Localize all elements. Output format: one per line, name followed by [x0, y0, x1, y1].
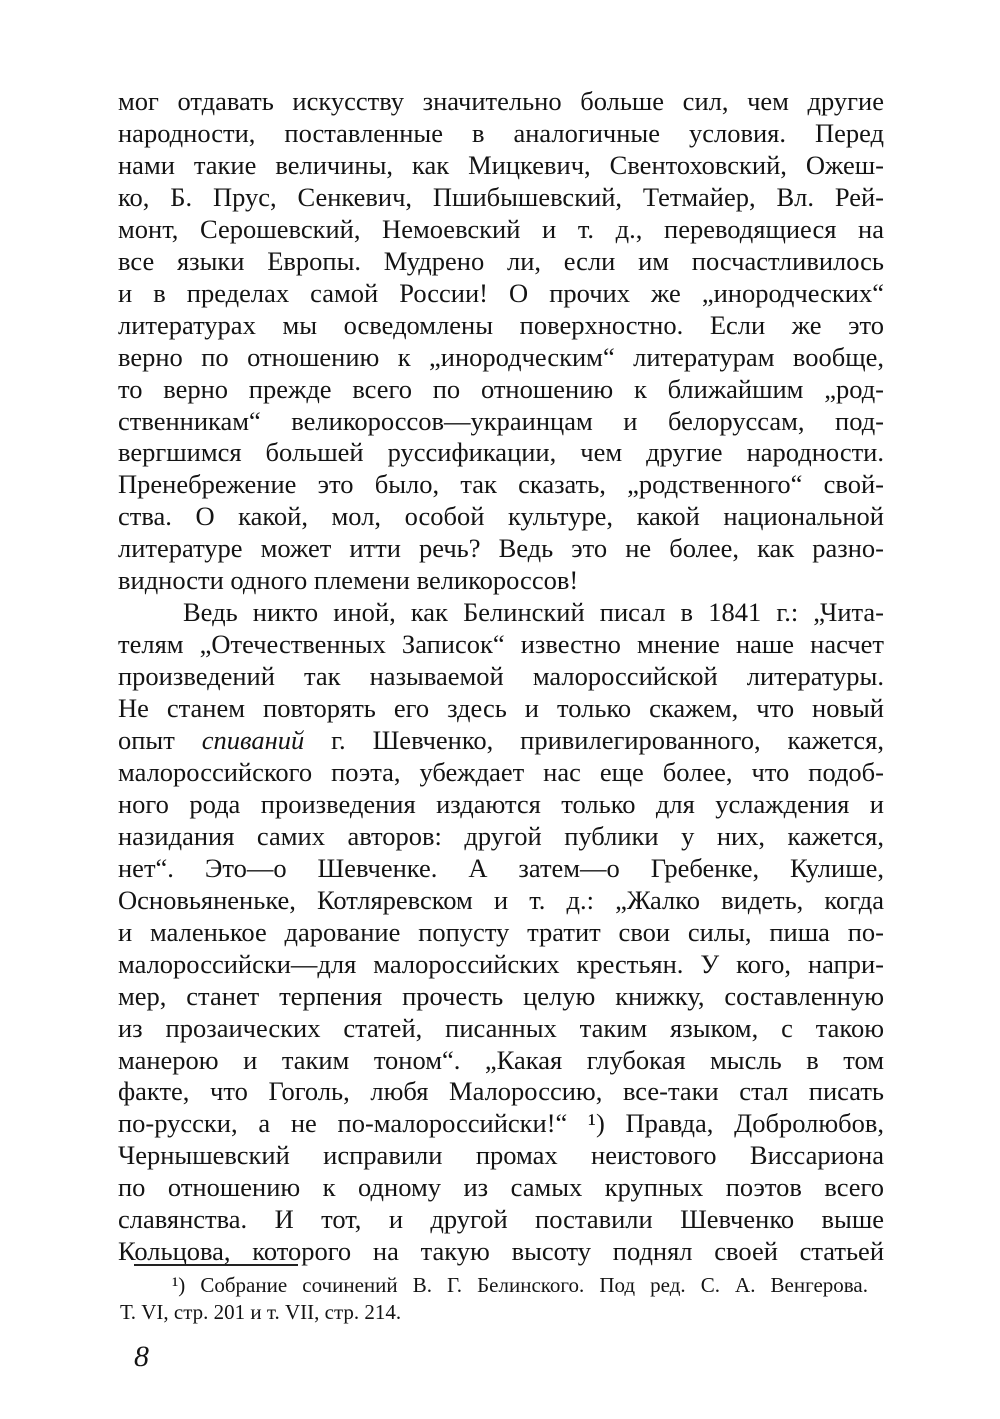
text-line: ного рода произведения издаются только для услаждения и	[118, 788, 884, 819]
text-line: малороссийского поэта, убеждает нас еще более, что подоб-	[118, 756, 884, 787]
text-line: телям „Отечественных Записок“ известно мнение наше насчет	[118, 629, 884, 660]
text-line: малороссийски—для малороссийских крестьян. У кого, напри-	[118, 948, 884, 979]
text-line: верно по отношению к „инородческим“ литературам вообще,	[118, 341, 884, 372]
text-line: и маленькое дарование попусту тратит свои силы, пиша по-	[118, 916, 884, 947]
footnote-rule	[134, 1264, 298, 1266]
text-line: манерою и таким тоном“. „Какая глубокая мысль в том	[118, 1044, 884, 1075]
text-line: то верно прежде всего по отношению к ближайшим „род-	[118, 373, 884, 404]
text-line: видности одного племени великороссов!	[118, 565, 579, 596]
text-line: ко, Б. Прус, Сенкевич, Пшибышевский, Тетмайер, Вл. Рей-	[118, 181, 884, 212]
text-line: Ведь никто иной, как Белинский писал в 1841 г.: „Чита-	[183, 597, 884, 628]
text-line: литературах мы осведомлены поверхностно. Если же это	[118, 309, 884, 340]
text-line: славянства. И тот, и другой поставили Шевченко выше	[118, 1204, 884, 1235]
text-line: нет“. Это—о Шевченке. А затем—о Гребенке, Кулише,	[118, 852, 884, 883]
text-line: все языки Европы. Мудрено ли, если им посчастливилось	[118, 245, 884, 276]
text-line: по-русски, а не по-малороссийски!“ ¹) Правда, Добролюбов,	[118, 1108, 884, 1139]
text-line: Чернышевский исправили промах неистового Виссариона	[118, 1140, 884, 1171]
text-line: монт, Серошевский, Немоевский и т. д., переводящиеся на	[118, 213, 884, 244]
text-line: нами такие величины, как Мицкевич, Свентоховский, Ожеш-	[118, 149, 884, 180]
text-line: вергшимся большей руссификации, чем другие народности.	[118, 437, 884, 468]
footnote-line: ¹) Собрание сочинений В. Г. Белинского. Под ред. С. А. Венгерова.	[172, 1273, 868, 1297]
text-line: произведений так называемой малороссийской литературы.	[118, 661, 884, 692]
text-line: ственникам“ великороссов—украинцам и белоруссам, под-	[118, 405, 884, 436]
text-line: Пренебрежение это было, так сказать, „родственного“ свой-	[118, 469, 884, 500]
text-line: по отношению к одному из самых крупных поэтов всего	[118, 1172, 884, 1203]
page-number: 8	[134, 1340, 149, 1373]
text-line: мог отдавать искусству значительно больше сил, чем другие	[118, 86, 884, 116]
text-line: Не станем повторять его здесь и только скажем, что новый	[118, 693, 884, 723]
text-line: народности, поставленные в аналогичные условия. Перед	[118, 118, 884, 148]
text-line: и в пределах самой России! О прочих же „инородческих“	[118, 277, 884, 308]
text-line: литературе может итти речь? Ведь это не более, как разно-	[118, 533, 884, 564]
text-line: из прозаических статей, писанных таким языком, с такою	[118, 1012, 884, 1043]
text-line: назидания самих авторов: другой публики у них, кажется,	[118, 820, 884, 851]
text-line: мер, станет терпения прочесть целую книжку, составленную	[118, 980, 884, 1011]
text-line: факте, что Гоголь, любя Малороссию, все-таки стал писать	[118, 1076, 884, 1107]
text-line: опыт спиваний г. Шевченко, привилегированного, кажется,	[118, 725, 884, 755]
text-line: Кольцова, которого на такую высоту поднял своей статьей	[118, 1236, 884, 1267]
text-line: Основьяненьке, Котляревском и т. д.: „Жалко видеть, когда	[118, 884, 884, 915]
footnote-line: Т. VI, стр. 201 и т. VII, стр. 214.	[120, 1300, 402, 1324]
text-line: ства. О какой, мол, особой культуре, какой национальной	[118, 501, 884, 532]
